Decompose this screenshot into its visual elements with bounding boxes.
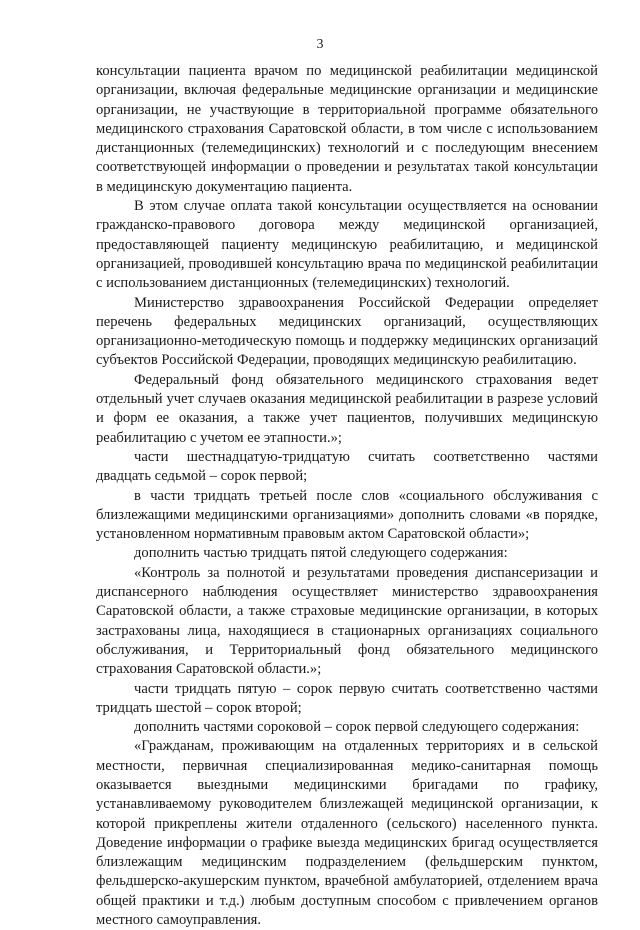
paragraph-federal-fund: Федеральный фонд обязательного медицинского страхования ведет отдельный учет случаев оказания медицинской реабилитации в разрезе условий и форм ее оказания, а также учет пациентов, получивших медицинскую реабилитацию с учетом ее этапности.»;: [96, 371, 598, 446]
paragraph-add-parts-40-41: дополнить частями сороковой – сорок первой следующего содержания:: [134, 719, 580, 736]
document-body: [96, 62, 598, 930]
paragraph-payment-consultation: В этом случае оплата такой консультации осуществляется на основании гражданско-правового договора между медицинской организацией, предоставляющей пациенту медицинскую реабилитацию, и медицинской организацией, проводившей консультацию врача по медицинской реабилитации с использованием дистанционных (телемедицинских) технологий.: [96, 198, 598, 292]
paragraph-renumber-parts-1: части шестнадцатую-тридцатую считать соответственно частями двадцать седьмой – сорок первой;: [96, 448, 598, 485]
paragraph-part-33-amendment: в части тридцать третьей после слов «социального обслуживания с близлежащими медицинскими организациями» дополнить словами «в порядке, установленном нормативным правовым актом Саратовской области»;: [96, 487, 598, 543]
paragraph-continuation: консультации пациента врачом по медицинской реабилитации медицинской организации, включая федеральные медицинские организации и медицинские организации, не участвующие в территориальной программе обязательного медицинского страхования Саратовской области, в том числе с использованием дистанционных (телемедицинских) технологий и с последующим внесением соответствующей информации о проведении и результатах такой консультации в медицинскую документацию пациента.: [96, 63, 598, 195]
paragraph-add-part-35: дополнить частью тридцать пятой следующего содержания:: [134, 545, 508, 562]
paragraph-remote-territories-quote: «Гражданам, проживающим на отдаленных территориях и в сельской местности, первичная специализированная медико-санитарная помощь оказывается выездными медицинскими бригадами по графику, устанавливаемому руководителем близлежащей медицинской организации, к которой прикреплены жители отдаленного (сельского) населенного пункта. Доведение информации о графике выезда медицинских бригад осуществляется близлежащим медицинским подразделением (фельдшерским пунктом, фельдшерско-акушерским пунктом, врачебной амбулаторией, отделением врача общей практики и т.д.) любым доступным способом с привлечением органов местного самоуправления.: [96, 738, 598, 929]
paragraph-control-quote: «Контроль за полнотой и результатами проведения диспансеризации и диспансерного наблюдения осуществляет министерство здравоохранения Саратовской области, а также страховые медицинские организации, в которых застрахованы лица, находящиеся в стационарных организациях социального обслуживания, и Территориальный фонд обязательного медицинского страхования Саратовской области.»;: [96, 564, 598, 678]
page-number: 3: [316, 37, 324, 52]
paragraph-renumber-parts-2: части тридцать пятую – сорок первую считать соответственно частями тридцать шестой – сорок второй;: [96, 680, 598, 716]
paragraph-ministry-list: Министерство здравоохранения Российской Федерации определяет перечень федеральных медицинских организаций, осуществляющих организационно-методическую помощь и поддержку медицинских организаций субъектов Российской Федерации, проводящих медицинскую реабилитацию.: [96, 294, 598, 369]
